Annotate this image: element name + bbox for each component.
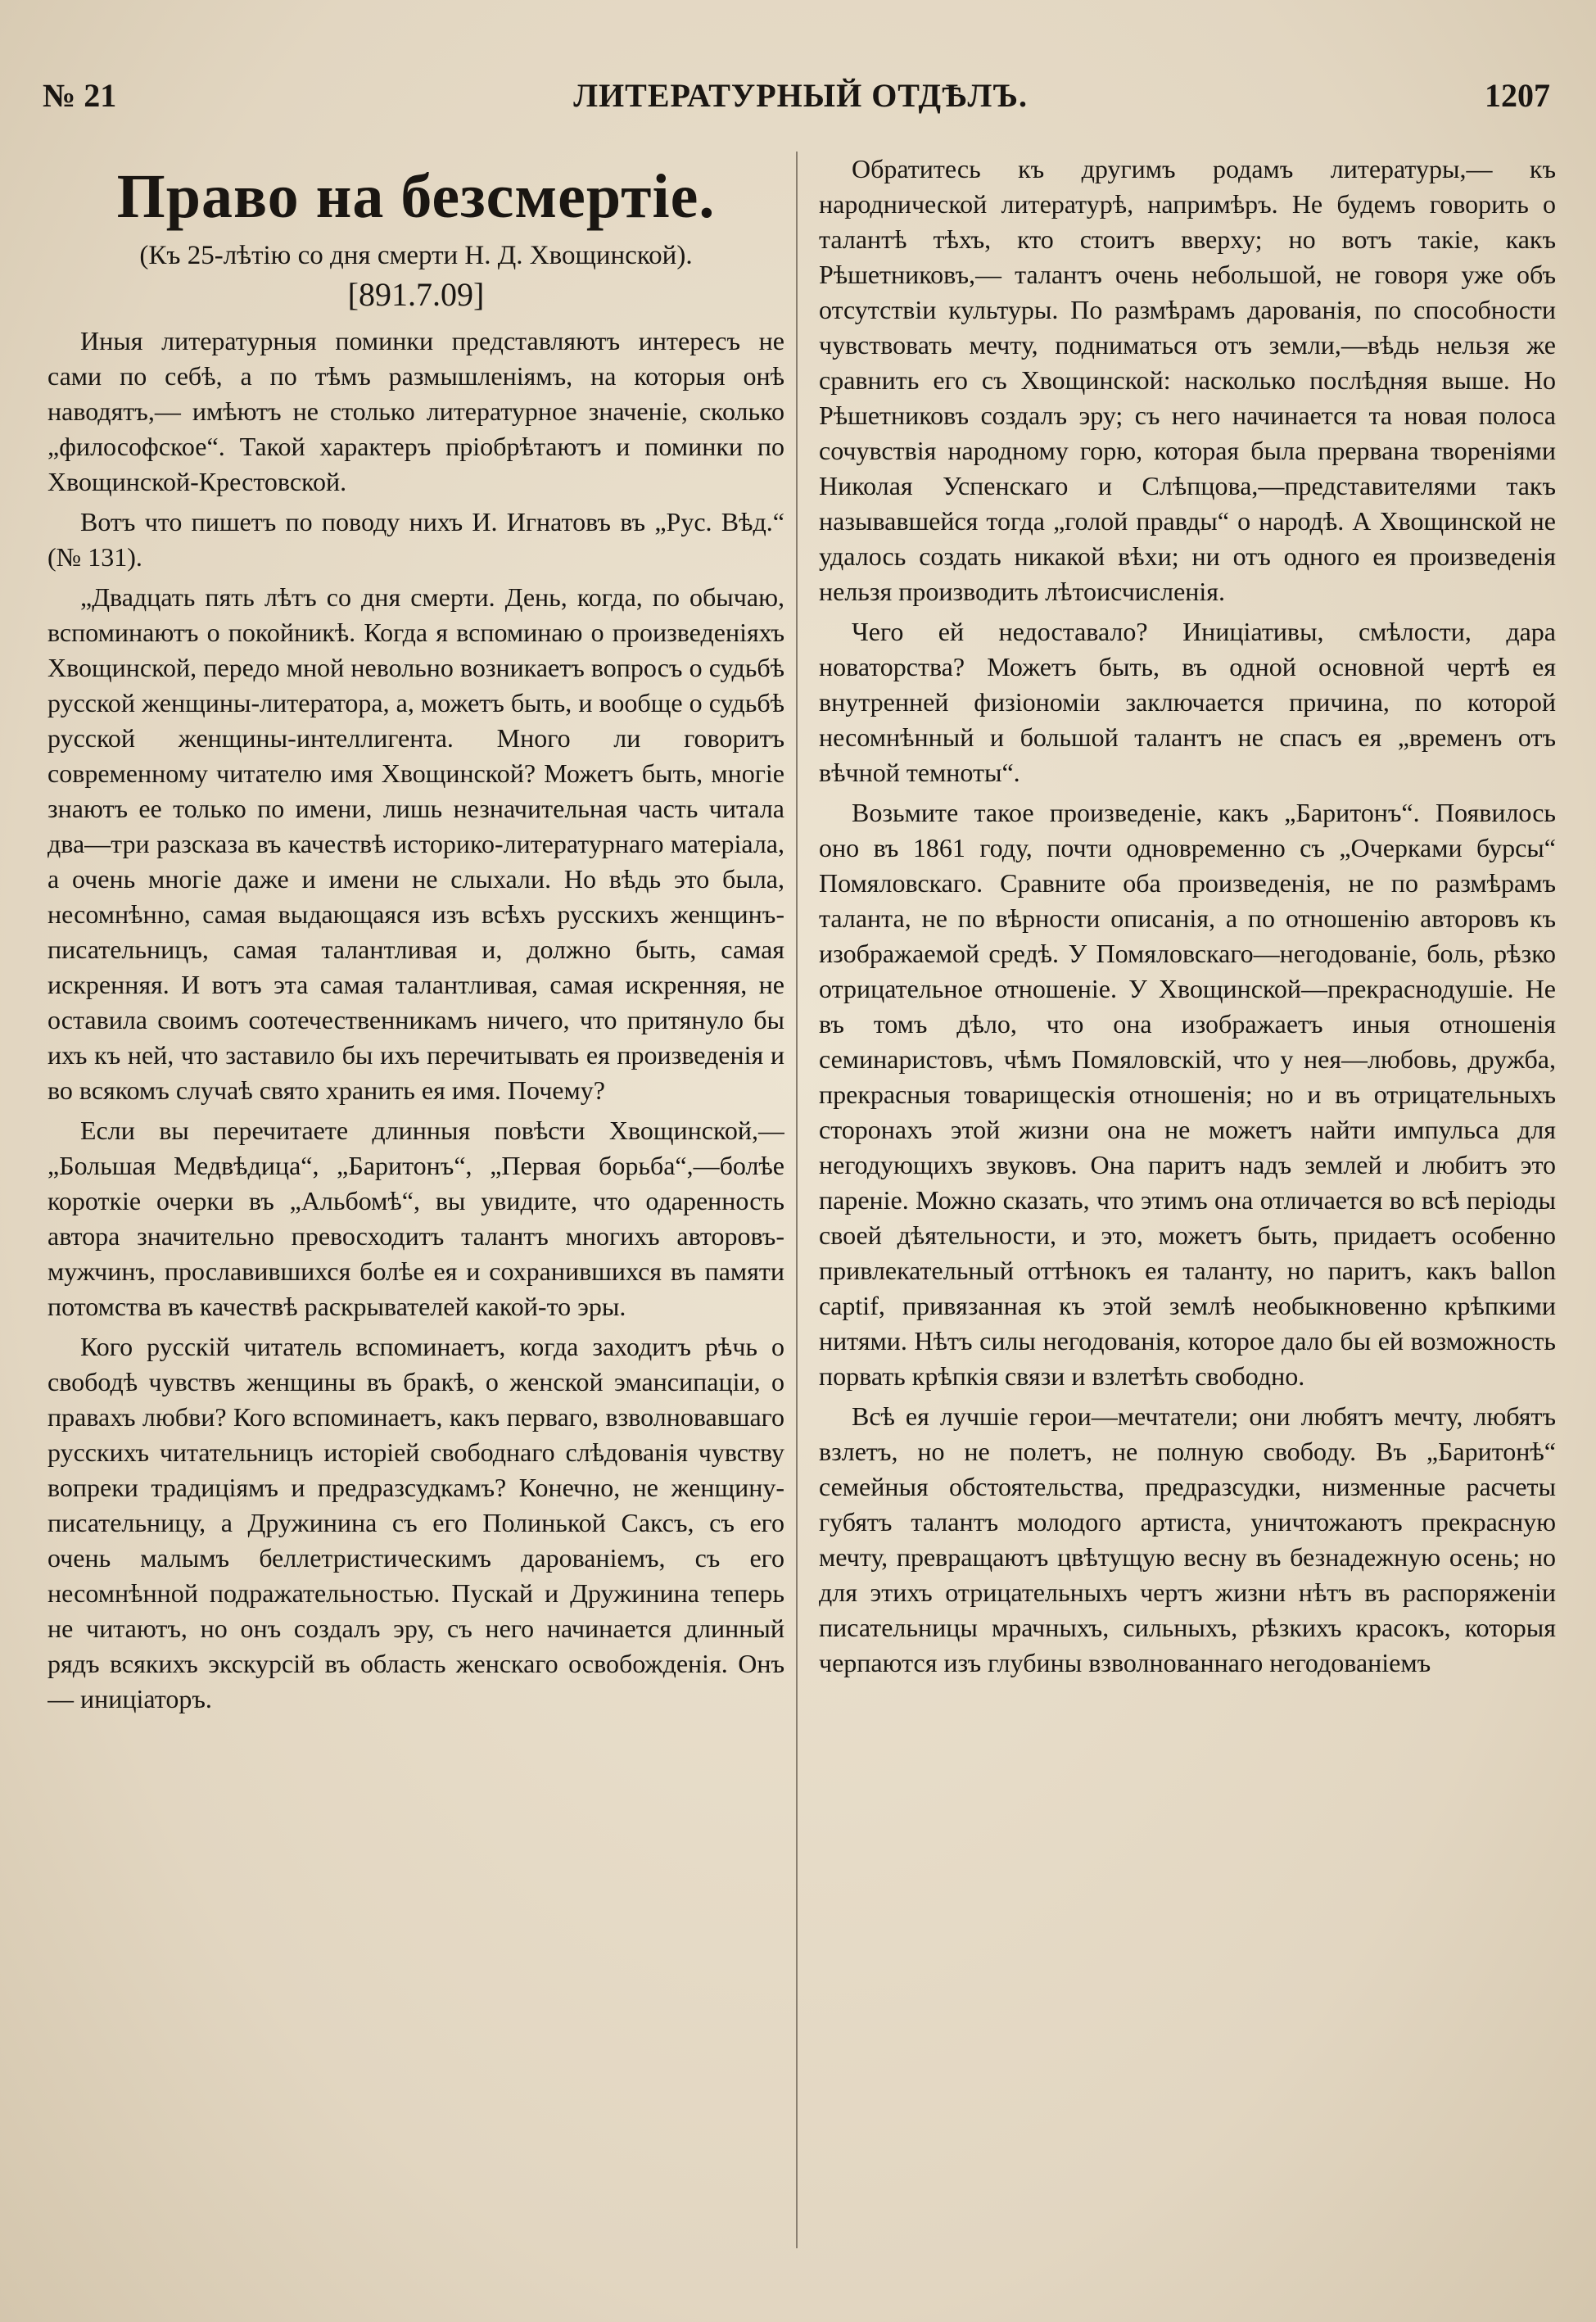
page-number: 1207: [1484, 76, 1550, 114]
article-date: [891.7.09]: [347, 276, 485, 313]
paragraph: Кого русскій читатель вспоминаетъ, когда заходитъ рѣчь о свободѣ чувствъ женщины въ бракѣ, о женской эмансипаціи, о правахъ любви? Кого вспоминаетъ, какъ перваго, взволновавшаго русскихъ читательницъ исторіей свободнаго слѣдованія чувству вопреки традиціямъ и предразсудкамъ? Конечно, не женщину-писательницу, а Дружинина съ его Полинькой Саксъ, съ его очень малымъ беллетристическимъ дарованіемъ, съ его несомнѣнной подражательностью. Пускай и Дружинина теперь не читаютъ, но онъ создалъ эру, съ него начинается длинный рядъ всякихъ экскурсій въ область женскаго освобожденія. Онъ— иниціаторъ.: [47, 1332, 784, 1713]
column-divider: [796, 152, 798, 2248]
paragraph: Всѣ ея лучшіе герои—мечтатели; они любятъ мечту, любятъ взлетъ, но не полетъ, не полную свободу. Въ „Баритонѣ“ семейныя обстоятельства, предразсудки, низменные расчеты губятъ талантъ молодого артиста, уничтожаютъ прекрасную мечту, превращаютъ цвѣтущую весну въ безнадежную осень; но для этихъ отрицательныхъ чертъ жизни нѣтъ въ распоряженіи писательницы мрачныхъ, сильныхъ, рѣзкихъ красокъ, которыя черпаются изъ глубины взволнованнаго негодованіемъ: [819, 1401, 1556, 1677]
paragraph: Обратитесь къ другимъ родамъ литературы,— къ народнической литературѣ, напримѣръ. Не будемъ говорить о талантѣ тѣхъ, кто стоитъ вверху; но вотъ такіе, какъ Рѣшетниковъ,— талантъ очень небольшой, не говоря уже объ отсутствіи культуры. По размѣрамъ дарованія, по способности чувствовать мечту, подниматься отъ земли,—вѣдь нельзя же сравнить его съ Хвощинской: насколько послѣдняя выше. Но Рѣшетниковъ создалъ эру; съ него начинается та новая полоса сочувствія народному горю, которая была прервана твореніями Николая Успенскаго и Слѣпцова,—представителями такъ называвшейся тогда „голой правды“ о народѣ. А Хвощинской не удалось создать никакой вѣхи; ни отъ одного ея произведенія нельзя производить лѣтоисчисленія.: [819, 154, 1556, 606]
paragraph: Если вы перечитаете длинныя повѣсти Хвощинской,—„Большая Медвѣдица“, „Баритонъ“, „Первая борьба“,—болѣе короткіе очерки въ „Альбомѣ“, вы увидите, что одаренность автора значительно превосходитъ талантъ многихъ авторовъ-мужчинъ, прославившихся болѣе ея и сохранившихся въ памяти потомства въ качествѣ раскрывателей какой-то эры.: [47, 1116, 784, 1321]
issue-number: № 21: [43, 76, 117, 114]
section-title: ЛИТЕРАТУРНЫЙ ОТДѢЛЪ.: [573, 76, 1028, 114]
paragraph: Вотъ что пишетъ по поводу нихъ И. Игнатовъ въ „Рус. Вѣд.“ (№ 131).: [47, 507, 784, 572]
right-column: [819, 152, 1556, 2261]
article-subtitle: (Къ 25-лѣтію со дня смерти Н. Д. Хвощинской).: [139, 241, 693, 270]
paragraph: Чего ей недоставало? Иниціативы, смѣлости, дара новаторства? Можетъ быть, въ одной основной чертѣ ея внутренней физіономіи заключается причина, по которой несомнѣнный и большой талантъ не спасъ ея „временъ отъ вѣчной темноты“.: [819, 617, 1556, 787]
left-column: [47, 152, 784, 2261]
paragraph: Возьмите такое произведеніе, какъ „Баритонъ“. Появилось оно въ 1861 году, почти одновременно съ „Очерками бурсы“ Помяловскаго. Сравните оба произведенія, не по размѣрамъ таланта, не по вѣрности описанія, а по отношенію авторовъ къ изображаемой средѣ. У Помяловскаго—негодованіе, боль, рѣзко отрицательное отношеніе. У Хвощинской—прекраснодушіе. Не въ томъ дѣло, что она изображаетъ иныя отношенія семинаристовъ, чѣмъ Помяловскій, что у нея—любовь, дружба, прекрасныя товарищескія отношенія; но и въ отрицательныхъ сторонахъ этой жизни она не можетъ найти импульса для негодующихъ звуковъ. Она паритъ надъ землей и любитъ это пареніе. Можно сказать, что этимъ она отличается во всѣ періоды своей дѣятельности, и это, можетъ быть, придаетъ особенно привлекательный оттѣнокъ ея таланту, но паритъ, какъ ballon captif, привязанная къ этой землѣ необыкновенно крѣпкими нитями. Нѣтъ силы негодованія, которое дало бы ей возможность порвать крѣпкія связи и взлетѣть свободно.: [819, 798, 1556, 1391]
paragraph: Иныя литературныя поминки представляютъ интересъ не сами по себѣ, а по тѣмъ размышленіямъ, на которыя онѣ наводятъ,— имѣютъ не столько литературное значеніе, сколько „философское“. Такой характеръ пріобрѣтаютъ и поминки по Хвощинской-Крестовской.: [47, 326, 784, 496]
paragraph: „Двадцать пять лѣтъ со дня смерти. День, когда, по обычаю, вспоминаютъ о покойникѣ. Когда я вспоминаю о произведеніяхъ Хвощинской, передо мной невольно возникаетъ вопросъ о судьбѣ русской женщины-литератора, а, можетъ быть, и вообще о судьбѣ русской женщины-интеллигента. Много ли говоритъ современному читателю имя Хвощинской? Можетъ быть, многіе знаютъ ее только по имени, лишь незначительная часть читала два—три разсказа въ качествѣ историко-литературнаго матеріала, а очень многіе даже и имени не слыхали. Но вѣдь это была, несомнѣнно, самая выдающаяся изъ всѣхъ русскихъ женщинъ-писательницъ, самая талантливая и, должно быть, самая искренняя. И вотъ эта самая талантливая, самая искренняя, не оставила своимъ соотечественникамъ ничего, что притянуло бы ихъ къ ней, что заставило бы ихъ перечитывать ея произведенія и во всякомъ случаѣ свято хранить ея имя. Почему?: [47, 582, 784, 1105]
article-title: Право на безсмертіе.: [116, 162, 716, 231]
page-header: [43, 70, 1550, 120]
